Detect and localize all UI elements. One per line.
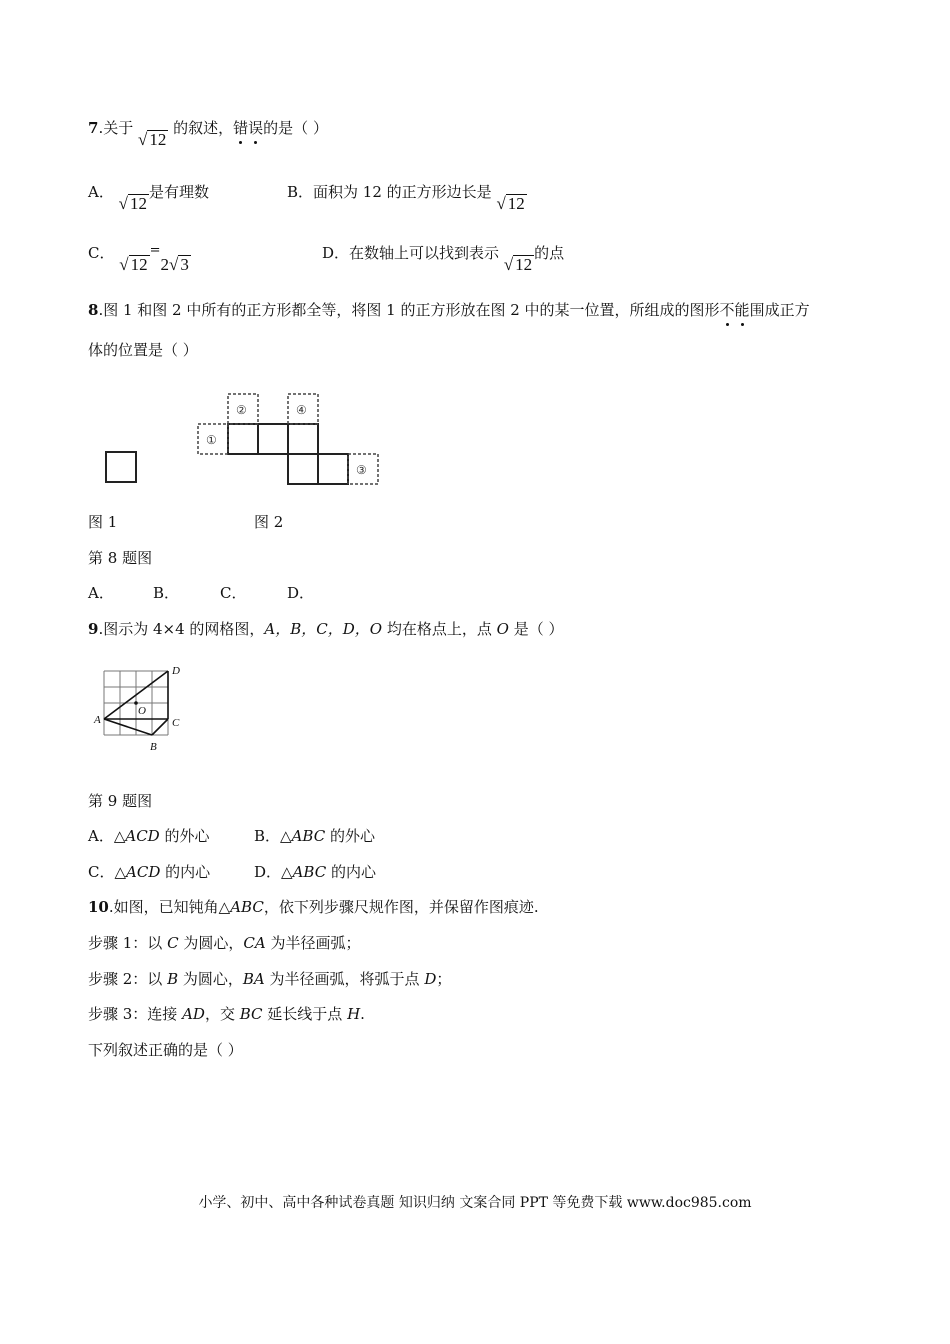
- q7-option-c: C． √ 12=2√ 3: [88, 243, 189, 274]
- q8-caption: 第 8 题图: [88, 549, 153, 567]
- label-d: D: [172, 665, 180, 677]
- q9-option-c: C．△ACD 的内心: [88, 863, 211, 881]
- label-b: B: [150, 741, 157, 753]
- q7-sqrt: √ 12: [138, 130, 167, 149]
- fig1-caption: 图 1: [88, 513, 118, 531]
- sqrt-12: √ 12: [496, 194, 525, 213]
- segment-ab: [104, 719, 152, 735]
- two-sqrt-3: 2√ 3: [160, 255, 189, 274]
- q10-step-2: 步骤 2：以 B 为圆心，BA 为半径画弧，将弧于点 D；: [88, 970, 452, 988]
- q8-number: 8: [88, 301, 99, 319]
- q10-prompt: 下列叙述正确的是（ ）: [88, 1041, 243, 1059]
- q7-option-d: D．在数轴上可以找到表示 √ 12的点: [322, 244, 565, 274]
- q7-option-b: B．面积为 12 的正方形边长是 √ 12: [287, 183, 525, 213]
- q8-stem-line2: 体的位置是（ ）: [88, 341, 198, 359]
- sqrt-12: √ 12: [119, 255, 148, 274]
- label-4: ④: [296, 403, 307, 417]
- q9-number: 9: [88, 620, 99, 638]
- q9-stem: 9.图示为 4×4 的网格图，A，B，C，D，O 均在格点上，点 O 是（ ）: [88, 620, 564, 638]
- page-footer: 小学、初中、高中各种试卷真题 知识归纳 文案合同 PPT 等免费下载 www.doc985.com: [198, 1195, 752, 1211]
- q8-stem-line1: 8.图 1 和图 2 中所有的正方形都全等，将图 1 的正方形放在图 2 中的某一位置，所组成的图形不能围成正方: [88, 301, 810, 319]
- fig1-square: [106, 452, 136, 482]
- q9-option-d: D．△ABC 的内心: [254, 863, 376, 881]
- q8-option-b: B．: [153, 584, 180, 602]
- label-2: ②: [236, 403, 247, 417]
- fig2-caption: 图 2: [254, 513, 284, 531]
- q9-caption: 第 9 题图: [88, 792, 153, 810]
- emphasis-char: 错: [233, 119, 249, 137]
- label-a: A: [94, 714, 101, 726]
- q8-option-a: A．: [88, 584, 114, 602]
- q8-option-c: C．: [220, 584, 247, 602]
- label-3: ③: [356, 463, 367, 477]
- emphasis-char: 误: [248, 119, 264, 137]
- q8-option-d: D．: [287, 584, 315, 602]
- label-c: C: [172, 717, 180, 729]
- q10-number: 10: [88, 898, 109, 916]
- q10-step-1: 步骤 1：以 C 为圆心，CA 为半径画弧；: [88, 934, 361, 952]
- label-o: O: [138, 705, 146, 717]
- q9-option-a: A．△ACD 的外心: [88, 827, 210, 845]
- emphasis-char: 不: [719, 301, 735, 319]
- q10-step-3: 步骤 3：连接 AD，交 BC 延长线于点 H.: [88, 1005, 365, 1023]
- label-1: ①: [206, 433, 217, 447]
- q7-option-a: A． √ 12是有理数: [88, 183, 209, 213]
- sqrt-12: √ 12: [118, 194, 147, 213]
- emphasis-char: 能: [734, 301, 750, 319]
- q9-option-b: B．△ABC 的外心: [254, 827, 375, 845]
- q7-stem: 7.关于 √ 12 的叙述，错误的是（ ）: [88, 119, 328, 149]
- q7-number: 7: [88, 119, 99, 137]
- sqrt-12: √ 12: [503, 255, 533, 274]
- segment-bc: [152, 719, 168, 735]
- q10-stem: 10.如图，已知钝角△ABC，依下列步骤尺规作图，并保留作图痕迹.: [88, 898, 539, 916]
- fig2-net: [228, 424, 348, 484]
